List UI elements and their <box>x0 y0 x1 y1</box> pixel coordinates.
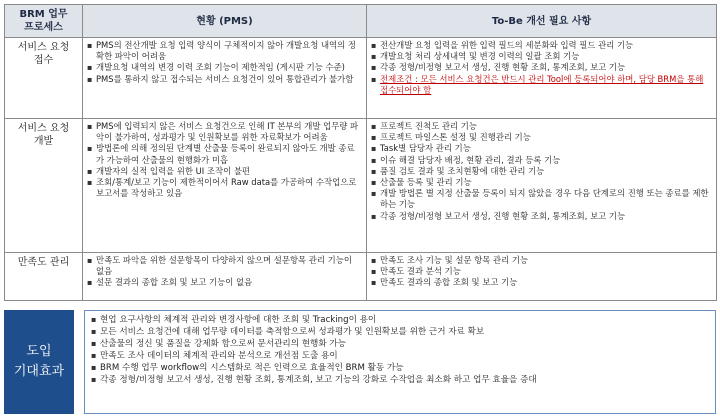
current-cell <box>83 38 367 119</box>
list-item: ▪ 개발요청 내역의 변경 이력 조회 기능이 제한적임 (게시판 기능 수준) <box>87 62 362 73</box>
list-item: ▪ 산출물 등록 및 관리 기능 <box>371 177 712 188</box>
current-cell <box>83 253 367 301</box>
expected-effects-box <box>84 310 716 414</box>
list-item: ▪ 방법론에 의해 정의된 단계별 산출물 등록이 완료되지 않아도 개발 종료가 가능하여 산출물의 현행화가 미흡 <box>87 143 362 165</box>
list-item: ▪ 모든 서비스 요청건에 대해 업무량 데이터를 축적함으로써 성과평가 및 인원확보를 위한 근거 자료 확보 <box>91 326 709 338</box>
expected-effects-section <box>4 310 716 414</box>
list-item: ▪ Task별 담당자 관리 기능 <box>371 143 712 154</box>
row-category: 서비스 요청 접수 <box>5 38 83 119</box>
comparison-table <box>4 4 717 301</box>
prerequisite-text: 전제조건 : 모든 서비스 요청건은 반드시 관리 Tool에 등록되어야 하며, 담당 BRM을 통해 접수되어야 함 <box>380 73 704 95</box>
header-current-pms: 현황 (PMS) <box>83 5 367 38</box>
list-item: ▪ 각종 정형/비정형 보고서 생성, 진행 현황 조회, 통계조회, 보고 기능 <box>371 62 712 73</box>
list-item: ▪ BRM 수행 업무 workflow의 시스템화로 적은 인력으로 효율적인 BRM 활동 가능 <box>91 362 709 374</box>
list-item: ▪ 만족도 파악을 위한 설문항목이 다양하지 않으며 설문항목 관리 기능이 없음 <box>87 255 362 277</box>
expected-effects-label <box>4 310 74 414</box>
header-brm-process: BRM 업무 프로세스 <box>5 5 83 38</box>
list-item: ▪ 각종 정형/비정형 보고서 생성, 진행 현황 조회, 통계조회, 보고 기능의 강화로 수작업을 최소화 하고 업무 효율을 증대 <box>91 374 709 386</box>
expected-effects-title: 도입 기대효과 <box>13 344 65 379</box>
row-category: 서비스 요청 개발 <box>5 119 83 253</box>
tobe-cell <box>367 253 717 301</box>
list-item: ▪ 개발 방법론 별 지정 산출물 등록이 되지 않았을 경우 다음 단계로의 진행 또는 종료를 제한하는 기능 <box>371 188 712 210</box>
table-row-service-request-intake <box>5 38 717 119</box>
list-item: ▪ 각종 정형/비정형 보고서 생성, 진행 현황 조회, 통계조회, 보고 기능 <box>371 211 712 222</box>
list-item: ▪ 만족도 결과의 종합 조회 및 보고 기능 <box>371 277 712 288</box>
list-item: ▪ 개발요청 처리 상세내역 및 변경 이력의 일괄 조회 기능 <box>371 51 712 62</box>
current-cell <box>83 119 367 253</box>
list-item: ▪ 프로젝트 진척도 관리 기능 <box>371 121 712 132</box>
list-item: ▪ 산출물의 정신 및 품질을 강제화 함으로써 문서관리의 현행화 가능 <box>91 338 709 350</box>
tobe-cell <box>367 119 717 253</box>
list-item: ▪ 만족도 결과 분석 기능 <box>371 266 712 277</box>
list-item: ▪ 이슈 해결 담당자 배정, 현황 관리, 결과 등록 기능 <box>371 155 712 166</box>
tobe-cell <box>367 38 717 119</box>
table-row-satisfaction <box>5 253 717 301</box>
list-item: ▪ 프로젝트 마일스톤 설정 및 진행관리 기능 <box>371 132 712 143</box>
list-item: ▪ 만족도 조사 데이터의 체계적 관리와 분석으로 개선점 도출 용이 <box>91 350 709 362</box>
list-item: ▪ 전산개발 요청 입력을 위한 입력 필드의 세분화와 입력 필드 관리 기능 <box>371 40 712 51</box>
row-category: 만족도 관리 <box>5 253 83 301</box>
list-item: ▪ 만족도 조사 기능 및 설문 항목 관리 기능 <box>371 255 712 266</box>
list-item: ▪ 조회/통계/보고 기능이 제한적이어서 Raw data를 가공하여 수작업으로 보고서를 작성하고 있음 <box>87 177 362 199</box>
list-item: ▪ 현업 요구사항의 체계적 관리와 변경사항에 대한 조회 및 Tracking이 용이 <box>91 314 709 326</box>
list-item: ▪ PMS의 전산개발 요청 입력 양식이 구체적이지 않아 개발요청 내역의 정확한 파악이 어려움 <box>87 40 362 62</box>
header-tobe: To-Be 개선 필요 사항 <box>367 5 717 38</box>
list-item: ▪ 품질 검토 결과 및 조치현황에 대한 관리 기능 <box>371 166 712 177</box>
table-row-service-request-dev <box>5 119 717 253</box>
list-item: ▪ PMS에 입력되지 않은 서비스 요청건으로 인해 IT 본부의 개발 업무량 파악이 불가하여, 성과평가 및 인원확보를 위한 자료확보가 어려움 <box>87 121 362 143</box>
list-item: ▪ 설문 결과의 종합 조회 및 보고 기능이 없음 <box>87 277 362 288</box>
list-item: ▪ PMS를 통하지 않고 접수되는 서비스 요청건이 있어 통합관리가 불가함 <box>87 74 362 85</box>
prerequisite-note <box>371 74 712 96</box>
list-item: ▪ 개발자의 실적 입력을 위한 UI 조작이 불편 <box>87 166 362 177</box>
table-header-row <box>5 5 717 38</box>
